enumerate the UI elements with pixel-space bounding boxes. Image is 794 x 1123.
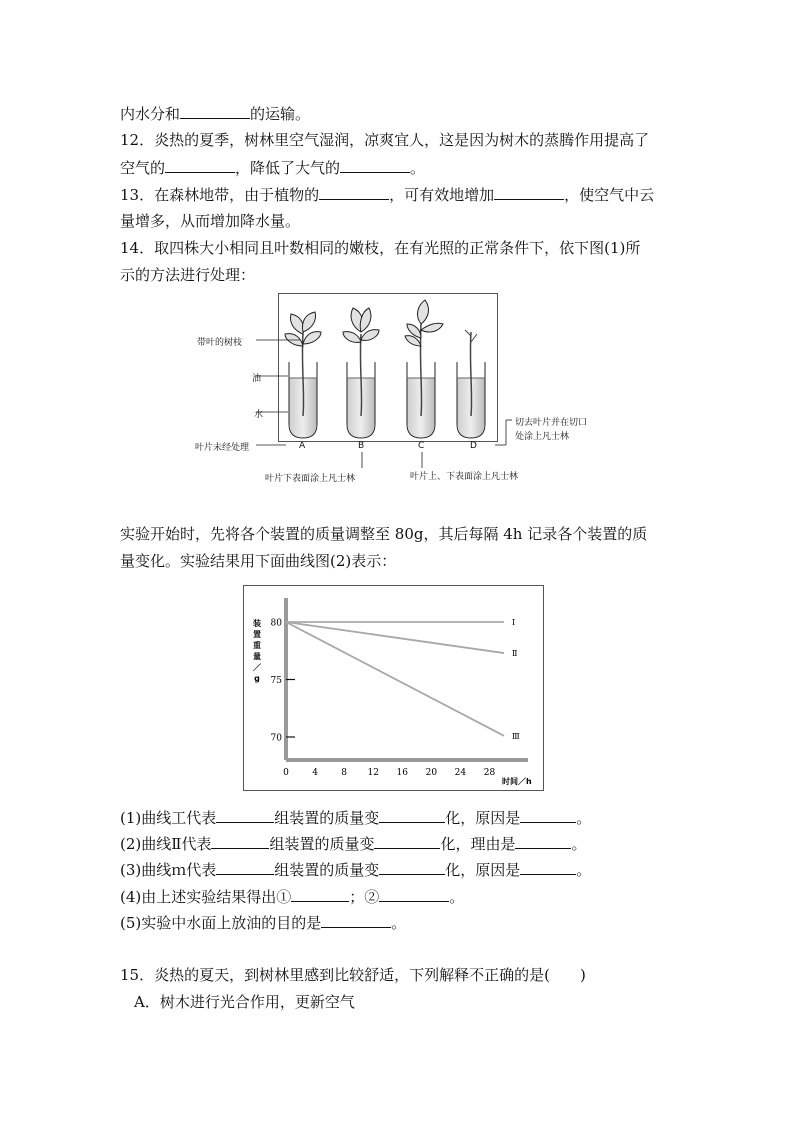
q12-line2: 空气的 ，降低了大气的 。 (120, 159, 426, 177)
x-axis-label: 时间／h (502, 777, 532, 786)
answer-blank[interactable] (216, 859, 274, 875)
x-tick-label: 20 (425, 768, 438, 778)
curve-label: Ⅲ (512, 731, 520, 741)
q14-line1: 14．取四株大小相同且叶数相同的嫩枝，在有光照的正常条件下，依下图(1)所 (120, 239, 641, 257)
answer-blank[interactable] (379, 807, 445, 823)
q11-tail: 内水分和 的运输。 (120, 105, 311, 123)
label-untreated: 叶片未经处理 (195, 443, 250, 453)
x-tick-label: 0 (283, 768, 289, 778)
x-tick-label: 24 (454, 768, 467, 778)
subq-2: (2)曲线Ⅱ代表 组装置的质量变 化，理由是 。 (120, 835, 587, 853)
curve-3 (286, 622, 504, 736)
y-axis-label-char: 装 (253, 619, 261, 628)
q15-stem: 15．炎热的夏天，到树林里感到比较舒适，下列解释不正确的是( ) (120, 966, 586, 984)
curve-2 (286, 622, 504, 653)
q14-after-line1: 实验开始时，先将各个装置的质量调整至 80g，其后每隔 4h 记录各个装置的质 (120, 525, 648, 543)
answer-blank[interactable] (291, 886, 349, 902)
answer-blank[interactable] (515, 833, 571, 849)
label-treatment-b: 叶片下表面涂上凡士林 (265, 474, 356, 484)
subq-1: (1)曲线工代表 组装置的质量变 化，原因是 。 (120, 809, 592, 827)
label-treatment-d-1: 切去叶片并在切口 (515, 418, 588, 428)
q13-line1: 13．在森林地带，由于植物的 ，可有效地增加 ，使空气中云 (120, 186, 655, 204)
y-tick-label: 75 (270, 676, 282, 686)
answer-blank[interactable] (321, 912, 391, 928)
answer-blank[interactable] (319, 184, 389, 200)
q13-line2: 量增多，从而增加降水量。 (120, 212, 301, 230)
x-tick-label: 8 (341, 768, 348, 778)
answer-blank[interactable] (520, 807, 576, 823)
label-oil: 油 (252, 374, 262, 384)
subq-5: (5)实验中水面上放油的目的是 。 (120, 914, 407, 932)
y-axis-label-char: ／ (253, 663, 261, 672)
x-tick-label: 16 (396, 768, 408, 778)
y-axis-label-char: 重 (253, 641, 261, 650)
q15-option-a[interactable]: A．树木进行光合作用，更新空气 (134, 993, 355, 1011)
label-treatment-d-2: 处涂上凡士林 (515, 432, 570, 442)
tube-letter-a: A (299, 441, 306, 451)
tube-letter-c: C (418, 441, 425, 451)
q14-line2: 示的方法进行处理： (120, 266, 256, 284)
answer-blank[interactable] (494, 184, 564, 200)
y-axis-label-char: g (254, 674, 260, 683)
q14-after-line2: 量变化。实验结果用下面曲线图(2)表示： (120, 552, 397, 570)
mass-change-chart (244, 586, 543, 790)
answer-blank[interactable] (165, 157, 235, 173)
x-tick-label: 4 (312, 768, 318, 778)
curve-label: Ⅰ (512, 618, 516, 627)
answer-blank[interactable] (379, 859, 445, 875)
x-tick-label: 12 (367, 768, 379, 778)
q12-line1: 12．炎热的夏季，树林里空气湿润，凉爽宜人，这是因为树木的蒸腾作用提高了 (120, 131, 650, 149)
answer-blank[interactable] (379, 886, 449, 902)
figure-1-leaders (190, 290, 610, 490)
answer-blank[interactable] (520, 859, 576, 875)
tube-letter-d: D (470, 441, 477, 451)
figure-2-chart (243, 585, 544, 791)
subq-4: (4)由上述实验结果得出① ；② 。 (120, 888, 465, 906)
answer-blank[interactable] (374, 833, 440, 849)
answer-blank[interactable] (180, 103, 250, 119)
label-water: 水 (254, 410, 264, 420)
label-branch: 带叶的树枝 (197, 338, 243, 348)
subq-3: (3)曲线ｍ代表 组装置的质量变 化，原因是 。 (120, 861, 592, 879)
y-axis-label-char: 置 (253, 630, 261, 639)
curve-label: Ⅱ (512, 649, 518, 659)
answer-blank[interactable] (340, 157, 410, 173)
y-axis-label-char: 量 (253, 652, 261, 661)
y-tick-label: 80 (270, 618, 282, 629)
label-treatment-c: 叶片上、下表面涂上凡士林 (410, 472, 519, 482)
answer-blank[interactable] (211, 833, 269, 849)
y-tick-label: 70 (270, 733, 282, 744)
answer-blank[interactable] (216, 807, 274, 823)
x-tick-label: 28 (483, 768, 496, 778)
tube-letter-b: B (358, 441, 365, 451)
